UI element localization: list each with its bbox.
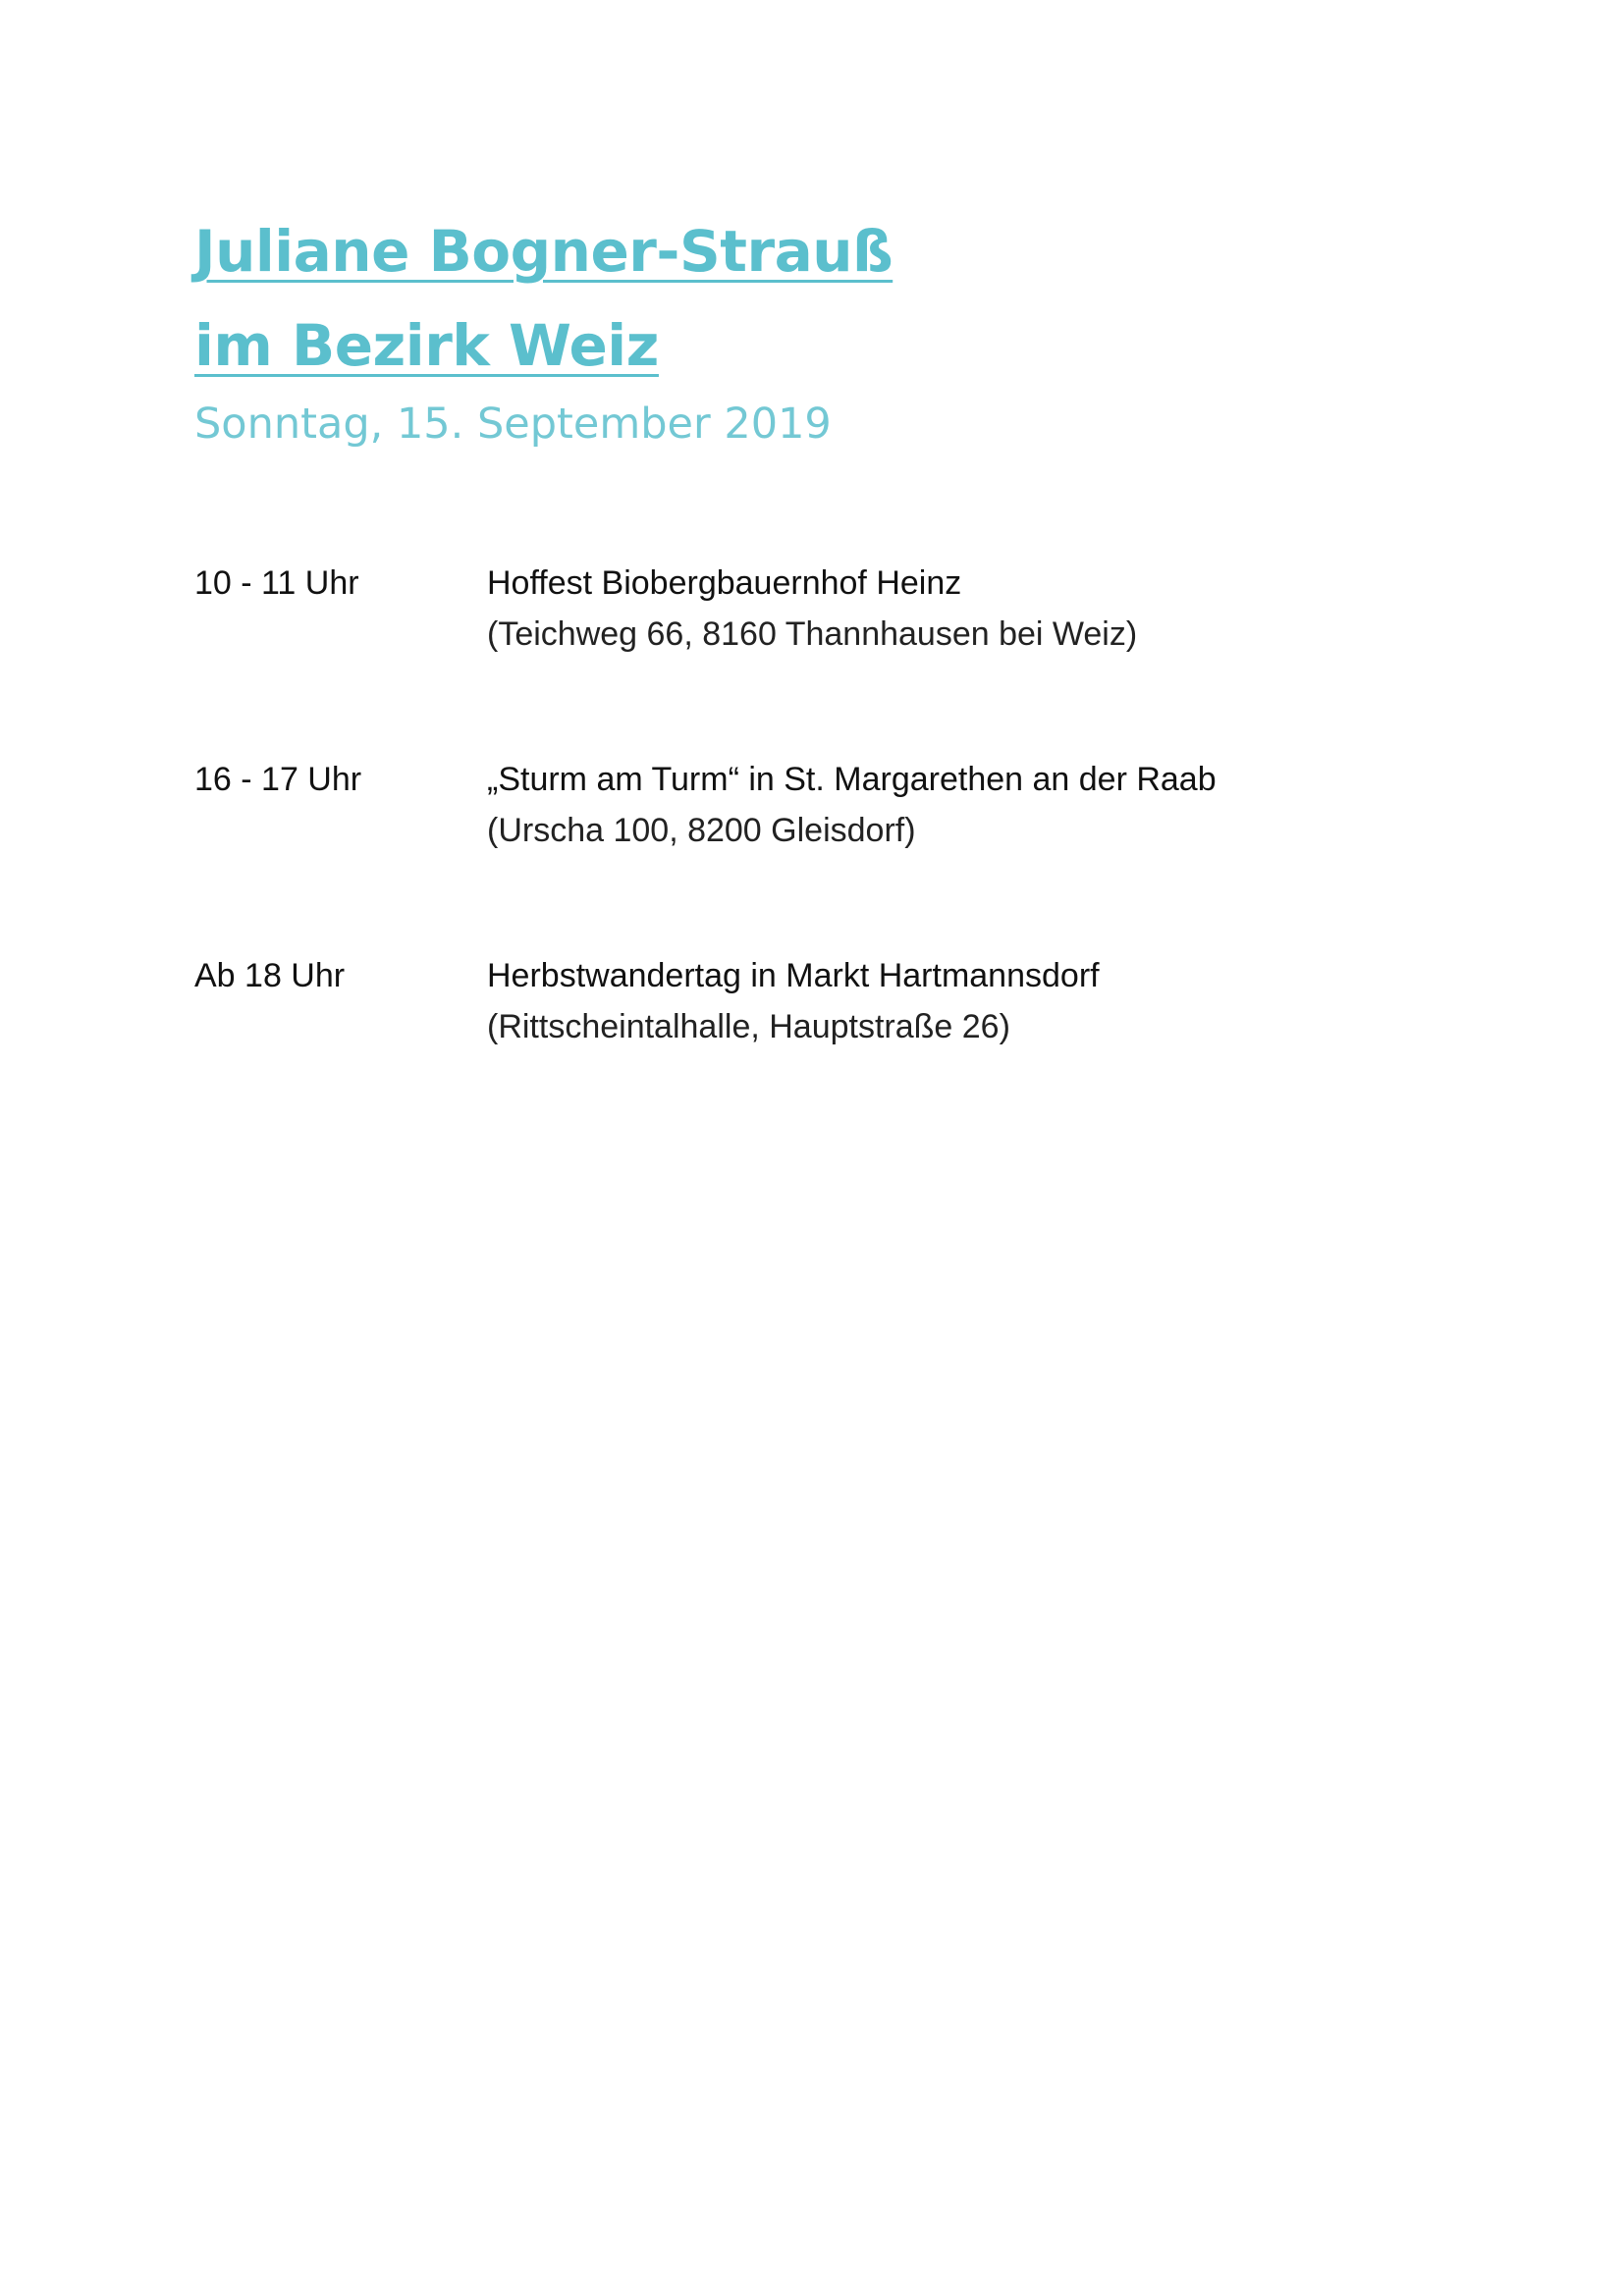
event-details [487,558,1137,660]
title-block [194,204,893,454]
event-address: (Urscha 100, 8200 Gleisdorf) [487,812,916,849]
page-subtitle-date: Sonntag, 15. September 2019 [194,400,832,449]
event-address: (Teichweg 66, 8160 Thannhausen bei Weiz) [487,615,1138,653]
event-time: 16 - 17 Uhr [194,761,362,798]
event-title: Herbstwandertag in Markt Hartmannsdorf [487,957,1100,994]
event-time: 10 - 11 Uhr [194,564,359,602]
event-item [194,754,1471,950]
page-title-line-1: Juliane Bogner-Strauß [194,218,893,285]
event-time: Ab 18 Uhr [194,957,346,994]
event-item [194,558,1471,754]
page-title-line-2: im Bezirk Weiz [194,312,659,379]
event-title: „Sturm am Turm“ in St. Margarethen an der Raab [487,761,1217,798]
event-item [194,950,1471,1147]
event-title: Hoffest Biobergbauernhof Heinz [487,564,962,602]
event-details [487,754,1217,856]
event-schedule [194,558,1471,1147]
event-address: (Rittscheintalhalle, Hauptstraße 26) [487,1008,1010,1045]
event-details [487,950,1100,1052]
